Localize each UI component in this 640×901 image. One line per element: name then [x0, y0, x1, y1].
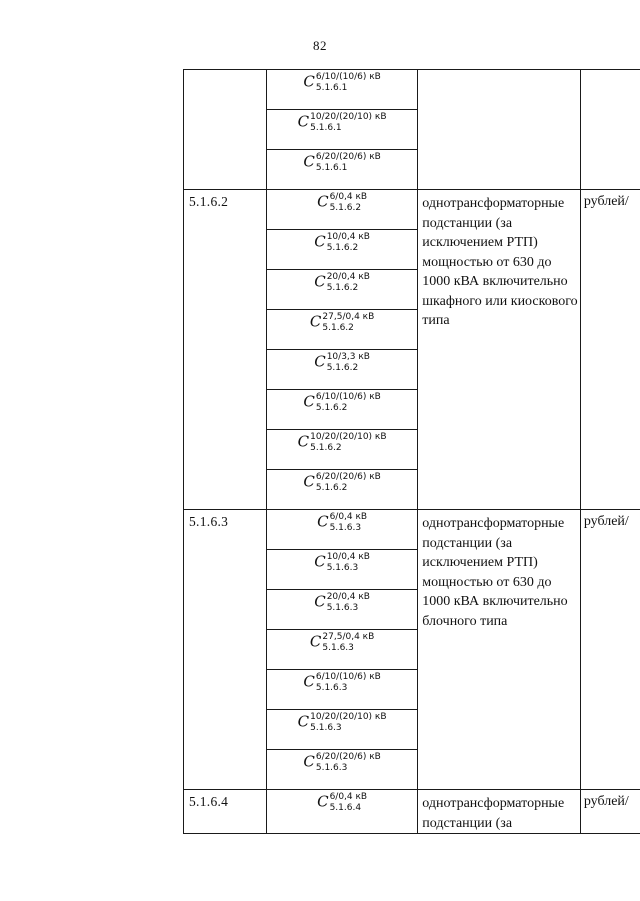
rate-formula — [317, 510, 367, 534]
formula-superscript: 10/20/(20/10) кВ — [310, 112, 387, 122]
formula-subscript: 5.1.6.3 — [322, 643, 354, 653]
formula-symbol: C — [309, 632, 322, 651]
formula-subscript: 5.1.6.3 — [315, 683, 348, 693]
formula-superscript: 6/10/(10/6) кВ — [315, 72, 381, 82]
item-unit: рублей/ — [580, 190, 640, 510]
rate-formula — [314, 590, 370, 614]
formula-subscript: 5.1.6.2 — [315, 483, 348, 493]
rate-formula — [303, 390, 380, 414]
formula-superscript: 6/20/(20/6) кВ — [315, 472, 381, 482]
rate-formula-cell — [266, 630, 417, 670]
rate-formula-cell — [266, 310, 417, 350]
table-row — [184, 70, 640, 110]
formula-superscript: 10/3,3 кВ — [326, 352, 370, 362]
formula-superscript: 6/0,4 кВ — [329, 792, 368, 802]
rate-formula-cell — [266, 70, 417, 110]
rate-formula-cell — [266, 270, 417, 310]
rate-formula — [314, 270, 370, 294]
rate-formula-cell — [266, 150, 417, 190]
formula-symbol: C — [303, 672, 315, 691]
item-code: 5.1.6.2 — [184, 190, 267, 510]
formula-symbol: C — [303, 752, 315, 771]
formula-subscript: 5.1.6.3 — [310, 723, 342, 733]
formula-symbol: C — [297, 432, 310, 451]
rate-formula-cell — [266, 470, 417, 510]
formula-subscript: 5.1.6.3 — [315, 763, 348, 773]
rate-formula — [298, 710, 387, 734]
rate-formula — [314, 230, 370, 254]
formula-symbol: C — [314, 352, 326, 371]
formula-symbol: C — [314, 592, 326, 611]
rate-formula — [298, 110, 387, 134]
rate-formula-cell — [266, 670, 417, 710]
item-description: однотрансформаторные подстанции (за исключением РТП) мощностью от 630 до 1000 кВА включительно блочного типа — [418, 510, 581, 790]
rate-formula — [314, 350, 370, 374]
rate-formula — [317, 190, 367, 214]
formula-superscript: 20/0,4 кВ — [326, 592, 370, 602]
formula-symbol: C — [317, 792, 329, 811]
rate-formula — [303, 70, 380, 94]
rate-formula — [303, 150, 380, 174]
item-code: 5.1.6.4 — [184, 790, 267, 834]
formula-superscript: 10/0,4 кВ — [326, 552, 370, 562]
formula-subscript: 5.1.6.2 — [310, 443, 342, 453]
formula-superscript: 27,5/0,4 кВ — [322, 632, 375, 642]
table-row — [184, 190, 640, 230]
formula-subscript: 5.1.6.1 — [310, 123, 342, 133]
formula-subscript: 5.1.6.2 — [326, 283, 359, 293]
formula-subscript: 5.1.6.2 — [326, 243, 359, 253]
formula-symbol: C — [303, 392, 315, 411]
item-code: 5.1.6.3 — [184, 510, 267, 790]
rate-formula — [310, 310, 374, 334]
rate-formula-cell — [266, 430, 417, 470]
page-number: 82 — [313, 38, 327, 53]
formula-symbol: C — [314, 272, 326, 291]
formula-subscript: 5.1.6.3 — [326, 603, 359, 613]
formula-symbol: C — [309, 312, 322, 331]
formula-symbol: C — [303, 72, 315, 91]
item-description: однотрансформаторные подстанции (за — [418, 790, 581, 834]
formula-superscript: 10/0,4 кВ — [326, 232, 370, 242]
rate-formula-cell — [266, 110, 417, 150]
formula-superscript: 6/20/(20/6) кВ — [315, 152, 381, 162]
formula-superscript: 20/0,4 кВ — [326, 272, 370, 282]
rate-formula — [303, 750, 380, 774]
table-row — [184, 510, 640, 550]
formula-superscript: 27,5/0,4 кВ — [322, 312, 375, 322]
formula-subscript: 5.1.6.1 — [315, 163, 348, 173]
formula-superscript: 6/10/(10/6) кВ — [315, 672, 381, 682]
formula-subscript: 5.1.6.2 — [329, 203, 362, 213]
formula-superscript: 6/20/(20/6) кВ — [315, 752, 381, 762]
rate-formula — [317, 790, 367, 814]
rate-formula-cell — [266, 390, 417, 430]
rate-formula-cell — [266, 710, 417, 750]
formula-superscript: 6/10/(10/6) кВ — [315, 392, 381, 402]
formula-subscript: 5.1.6.1 — [315, 83, 348, 93]
rate-formula — [303, 670, 380, 694]
formula-subscript: 5.1.6.4 — [329, 803, 362, 813]
item-unit — [580, 70, 640, 190]
item-description: однотрансформаторные подстанции (за исключением РТП) мощностью от 630 до 1000 кВА включительно шкафного или киоскового типа — [418, 190, 581, 510]
formula-superscript: 10/20/(20/10) кВ — [310, 432, 387, 442]
formula-symbol: C — [297, 712, 310, 731]
rate-formula — [310, 630, 374, 654]
formula-subscript: 5.1.6.3 — [326, 563, 359, 573]
formula-superscript: 6/0,4 кВ — [329, 192, 368, 202]
rate-formula-cell — [266, 350, 417, 390]
item-code — [184, 70, 267, 190]
item-description — [418, 70, 581, 190]
item-unit: рублей/ — [580, 790, 640, 834]
table-row — [184, 790, 640, 834]
formula-subscript: 5.1.6.2 — [322, 323, 354, 333]
rate-formula-cell — [266, 230, 417, 270]
rate-formula-cell — [266, 550, 417, 590]
rate-formula-cell — [266, 790, 417, 834]
item-unit: рублей/ — [580, 510, 640, 790]
rate-formula-cell — [266, 590, 417, 630]
rate-formula — [298, 430, 387, 454]
rate-formula-cell — [266, 750, 417, 790]
rate-formula-cell — [266, 190, 417, 230]
formula-superscript: 10/20/(20/10) кВ — [310, 712, 387, 722]
formula-subscript: 5.1.6.3 — [329, 523, 362, 533]
formula-symbol: C — [314, 232, 326, 251]
formula-symbol: C — [317, 192, 329, 211]
formula-symbol: C — [317, 512, 329, 531]
formula-symbol: C — [297, 112, 310, 131]
formula-symbol: C — [303, 152, 315, 171]
formula-symbol: C — [303, 472, 315, 491]
rate-formula — [303, 470, 380, 494]
rate-formula-cell — [266, 510, 417, 550]
formula-symbol: C — [314, 552, 326, 571]
tariff-table — [183, 69, 640, 834]
formula-superscript: 6/0,4 кВ — [329, 512, 368, 522]
rate-formula — [314, 550, 370, 574]
formula-subscript: 5.1.6.2 — [315, 403, 348, 413]
formula-subscript: 5.1.6.2 — [326, 363, 359, 373]
